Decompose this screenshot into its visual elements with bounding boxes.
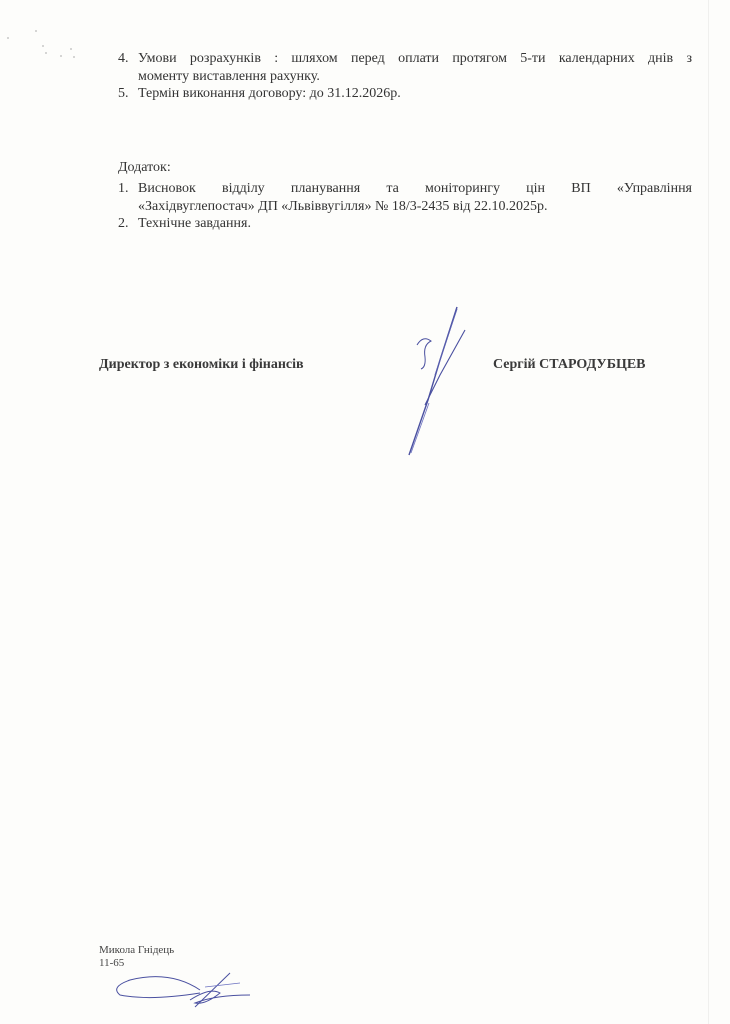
list-number: 5.	[118, 86, 129, 101]
term-text-line2: моменту виставлення рахунку.	[138, 68, 320, 84]
attachments-list	[118, 180, 692, 233]
term-item-5	[118, 85, 692, 103]
scan-noise	[5, 25, 85, 60]
attachment-text: Технічне завдання.	[138, 216, 251, 231]
list-number: 4.	[118, 51, 129, 66]
attachment-item-2	[118, 215, 692, 233]
scan-edge-line	[708, 0, 709, 1024]
attachment-text-line1: Висновок відділу планування та моніторингу цін ВП «Управління	[138, 181, 692, 196]
list-number: 2.	[118, 216, 129, 231]
handwritten-signature-icon	[395, 305, 475, 460]
signatory-role: Директор з економіки і фінансів	[99, 357, 304, 372]
term-text-line1: Умови розрахунків : шляхом перед оплати протягом 5-ти календарних днів з	[138, 51, 692, 66]
executor-phone: 11-65	[99, 957, 125, 969]
attachment-text-line2: «Західвуглепостач» ДП «Львіввугілля» № 18/3-2435 від 22.10.2025р.	[138, 198, 548, 214]
list-number: 1.	[118, 181, 129, 196]
executor-name: Микола Гнідець	[99, 944, 175, 956]
executor-signature-icon	[110, 965, 260, 1010]
signatory-name: Сергій СТАРОДУБЦЕВ	[493, 357, 646, 372]
attachments-heading: Додаток:	[118, 160, 171, 175]
attachment-item-1	[118, 180, 692, 215]
term-text: Термін виконання договору: до 31.12.2026р.	[138, 86, 401, 101]
term-item-4	[118, 50, 692, 85]
contract-terms-list	[118, 50, 692, 103]
